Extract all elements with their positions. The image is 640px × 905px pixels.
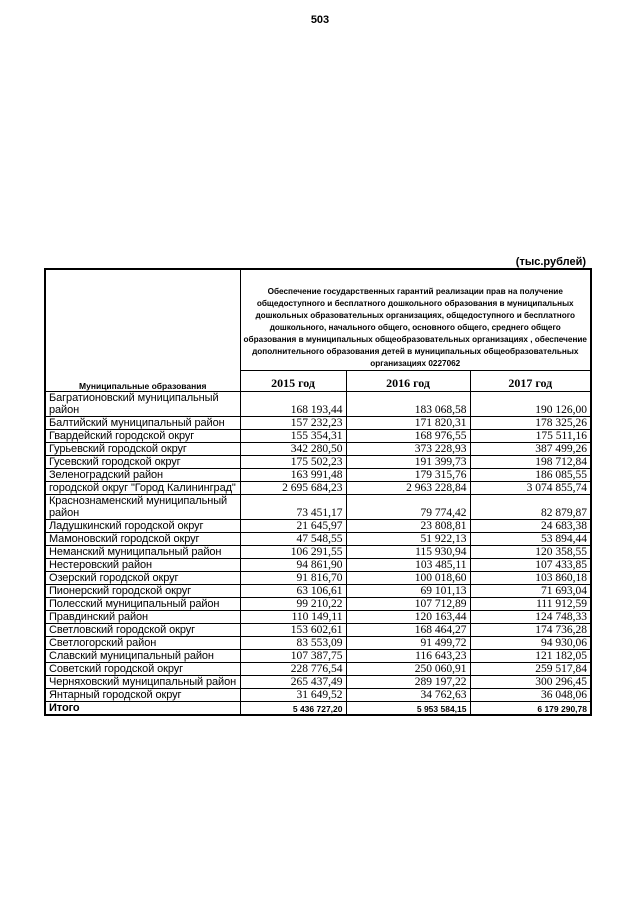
table-header-row (45, 269, 591, 371)
row-value-2015: 163 991,48 (240, 469, 346, 482)
table-row (45, 663, 591, 676)
row-value-2015: 106 291,55 (240, 546, 346, 559)
table-row (45, 430, 591, 443)
row-name: Неманский муниципальный район (45, 546, 240, 559)
row-value-2016: 373 228,93 (346, 443, 470, 456)
row-name: Нестеровский район (45, 559, 240, 572)
row-value-2017: 53 894,44 (470, 533, 591, 546)
row-value-2017: 71 693,04 (470, 585, 591, 598)
row-value-2015: 94 861,90 (240, 559, 346, 572)
row-name: Балтийский муниципальный район (45, 417, 240, 430)
row-value-2016: 168 976,55 (346, 430, 470, 443)
row-value-2016: 23 808,81 (346, 520, 470, 533)
header-municipalities: Муниципальные образования (45, 269, 240, 392)
row-value-2015: 73 451,17 (240, 495, 346, 520)
table-row (45, 598, 591, 611)
row-value-2015: 47 548,55 (240, 533, 346, 546)
row-value-2016: 115 930,94 (346, 546, 470, 559)
row-value-2017: 198 712,84 (470, 456, 591, 469)
budget-table (44, 268, 592, 716)
units-label: (тыс.рублей) (515, 256, 586, 268)
row-name: Полесский муниципальный район (45, 598, 240, 611)
row-value-2015: 107 387,75 (240, 650, 346, 663)
row-value-2017: 174 736,28 (470, 624, 591, 637)
table-row (45, 417, 591, 430)
row-value-2017: 387 499,26 (470, 443, 591, 456)
row-value-2015: 91 816,70 (240, 572, 346, 585)
table-row (45, 495, 591, 520)
page-number: 503 (310, 14, 330, 26)
row-value-2017: 190 126,00 (470, 392, 591, 417)
row-value-2016: 250 060,91 (346, 663, 470, 676)
row-value-2015: 2 695 684,23 (240, 482, 346, 495)
table-row (45, 546, 591, 559)
row-name: Светлогорский район (45, 637, 240, 650)
total-label: Итого (45, 702, 240, 716)
row-value-2016: 116 643,23 (346, 650, 470, 663)
row-name: Янтарный городской округ (45, 689, 240, 702)
header-year-2015: 2015 год (240, 371, 346, 392)
row-value-2015: 228 776,54 (240, 663, 346, 676)
row-value-2015: 265 437,49 (240, 676, 346, 689)
row-value-2017: 175 511,16 (470, 430, 591, 443)
row-value-2017: 124 748,33 (470, 611, 591, 624)
table-row (45, 650, 591, 663)
table-row (45, 676, 591, 689)
table-row (45, 624, 591, 637)
row-value-2015: 168 193,44 (240, 392, 346, 417)
row-name: городской округ "Город Калининград" (45, 482, 240, 495)
row-value-2015: 153 602,61 (240, 624, 346, 637)
row-value-2015: 63 106,61 (240, 585, 346, 598)
header-year-2016: 2016 год (346, 371, 470, 392)
header-description: Обеспечение государственных гарантий реализации прав на получение общедоступного и бесплатного дошкольного образования в муниципальных дошкольных образовательных организациях, общедоступного и бесплатного дошкольного, начального общего, основного общего, среднего общего образования в муниципальных общеобразовательных организациях , обеспечение дополнительного образования детей в муниципальных общеобразовательных организациях 0227062 (240, 269, 591, 371)
row-value-2017: 82 879,87 (470, 495, 591, 520)
header-year-2017: 2017 год (470, 371, 591, 392)
row-value-2017: 300 296,45 (470, 676, 591, 689)
row-value-2016: 34 762,63 (346, 689, 470, 702)
row-value-2017: 186 085,55 (470, 469, 591, 482)
row-value-2016: 289 197,22 (346, 676, 470, 689)
row-value-2017: 103 860,18 (470, 572, 591, 585)
table-row (45, 611, 591, 624)
table-body (45, 392, 591, 716)
table-row (45, 689, 591, 702)
row-name: Гурьевский городской округ (45, 443, 240, 456)
row-value-2015: 31 649,52 (240, 689, 346, 702)
row-value-2016: 103 485,11 (346, 559, 470, 572)
table-row (45, 572, 591, 585)
row-value-2015: 110 149,11 (240, 611, 346, 624)
row-value-2017: 3 074 855,74 (470, 482, 591, 495)
row-name: Советский городской округ (45, 663, 240, 676)
row-value-2017: 107 433,85 (470, 559, 591, 572)
row-value-2015: 157 232,23 (240, 417, 346, 430)
row-name: Пионерский городской округ (45, 585, 240, 598)
row-value-2016: 79 774,42 (346, 495, 470, 520)
row-value-2016: 107 712,89 (346, 598, 470, 611)
row-value-2017: 111 912,59 (470, 598, 591, 611)
row-value-2016: 100 018,60 (346, 572, 470, 585)
total-value-2015: 5 436 727,20 (240, 702, 346, 716)
row-value-2016: 51 922,13 (346, 533, 470, 546)
row-value-2015: 21 645,97 (240, 520, 346, 533)
table-row (45, 443, 591, 456)
row-value-2017: 259 517,84 (470, 663, 591, 676)
table-total-row (45, 702, 591, 716)
row-name: Мамоновский городской округ (45, 533, 240, 546)
row-name: Гусевский городской округ (45, 456, 240, 469)
total-value-2017: 6 179 290,78 (470, 702, 591, 716)
table-row (45, 482, 591, 495)
row-name: Славский муниципальный район (45, 650, 240, 663)
row-name: Светловский городской округ (45, 624, 240, 637)
table-row (45, 456, 591, 469)
row-name: Краснознаменский муниципальный район (45, 495, 240, 520)
row-name: Ладушкинский городской округ (45, 520, 240, 533)
row-name: Багратионовский муниципальный район (45, 392, 240, 417)
row-value-2016: 2 963 228,84 (346, 482, 470, 495)
table-row (45, 520, 591, 533)
row-name: Черняховский муниципальный район (45, 676, 240, 689)
row-name: Зеленоградский район (45, 469, 240, 482)
row-value-2016: 191 399,73 (346, 456, 470, 469)
row-value-2015: 99 210,22 (240, 598, 346, 611)
row-name: Озерский городской округ (45, 572, 240, 585)
row-value-2016: 91 499,72 (346, 637, 470, 650)
row-name: Правдинский район (45, 611, 240, 624)
row-value-2015: 342 280,50 (240, 443, 346, 456)
row-value-2015: 175 502,23 (240, 456, 346, 469)
row-value-2017: 24 683,38 (470, 520, 591, 533)
row-value-2016: 171 820,31 (346, 417, 470, 430)
row-value-2016: 179 315,76 (346, 469, 470, 482)
table-row (45, 585, 591, 598)
row-value-2017: 178 325,26 (470, 417, 591, 430)
row-value-2016: 183 068,58 (346, 392, 470, 417)
table-row (45, 559, 591, 572)
row-value-2016: 168 464,27 (346, 624, 470, 637)
row-value-2017: 94 930,06 (470, 637, 591, 650)
row-value-2015: 83 553,09 (240, 637, 346, 650)
row-value-2017: 36 048,06 (470, 689, 591, 702)
table-row (45, 469, 591, 482)
row-value-2015: 155 354,31 (240, 430, 346, 443)
table-row (45, 392, 591, 417)
total-value-2016: 5 953 584,15 (346, 702, 470, 716)
table-row (45, 533, 591, 546)
row-value-2016: 120 163,44 (346, 611, 470, 624)
row-value-2016: 69 101,13 (346, 585, 470, 598)
table-row (45, 637, 591, 650)
row-value-2017: 121 182,05 (470, 650, 591, 663)
row-value-2017: 120 358,55 (470, 546, 591, 559)
row-name: Гвардейский городской округ (45, 430, 240, 443)
